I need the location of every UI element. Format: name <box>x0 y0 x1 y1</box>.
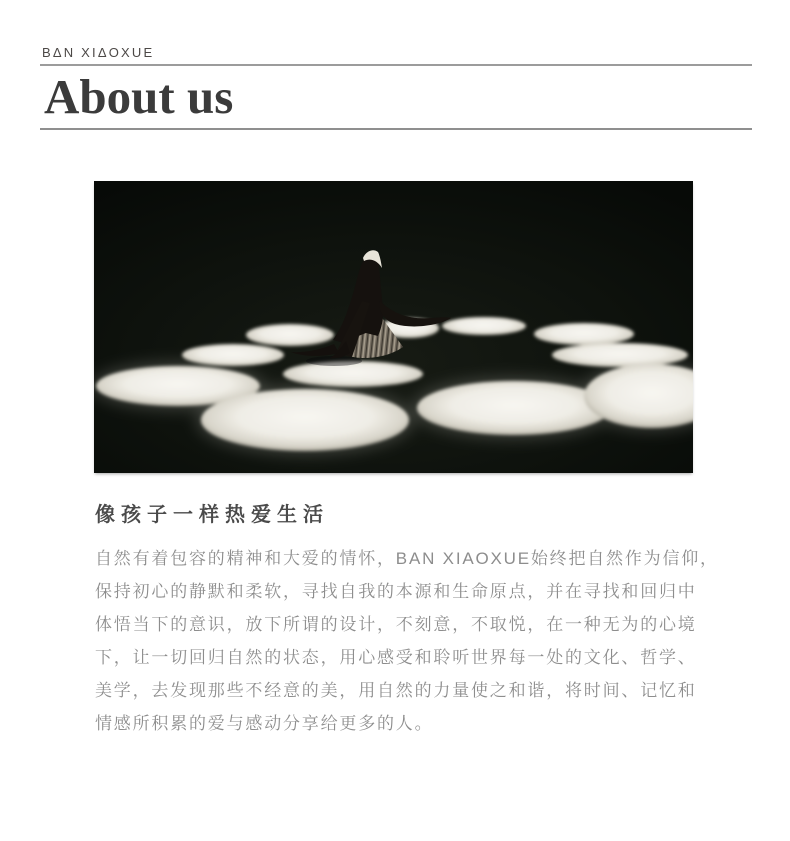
spotlight-disc <box>182 344 284 366</box>
spotlight-disc <box>442 317 526 335</box>
stage-photo <box>94 181 693 473</box>
paragraph-line: 自然有着包容的精神和大爱的情怀，BAN XIAOXUE始终把自然作为信仰， <box>95 549 719 568</box>
spotlight-disc <box>201 389 409 451</box>
divider-top <box>40 64 752 66</box>
paragraph-line: 情感所积累的爱与感动分享给更多的人。 <box>95 714 434 733</box>
spotlight-disc <box>246 324 334 346</box>
about-paragraph <box>95 542 725 740</box>
spotlight-disc <box>283 361 423 387</box>
paragraph-line: 下，让一切回归自然的状态，用心感受和聆听世界每一处的文化、哲学、 <box>95 648 697 667</box>
brand-logo: BΔN XIΔOXUE <box>42 45 155 60</box>
spotlight-disc <box>534 323 634 345</box>
spotlight-disc <box>552 343 688 367</box>
section-heading: 像孩子一样热爱生活 <box>95 504 329 526</box>
paragraph-line: 美学，去发现那些不经意的美，用自然的力量使之和谐，将时间、记忆和 <box>95 681 697 700</box>
paragraph-line: 体悟当下的意识，放下所谓的设计，不刻意，不取悦，在一种无为的心境 <box>95 615 697 634</box>
paragraph-line: 保持初心的静默和柔软，寻找自我的本源和生命原点，并在寻找和回归中 <box>95 582 697 601</box>
page-title: About us <box>44 69 234 124</box>
stage-photo-art <box>94 181 693 473</box>
divider-bottom <box>40 128 752 130</box>
spotlight-disc <box>417 381 611 435</box>
